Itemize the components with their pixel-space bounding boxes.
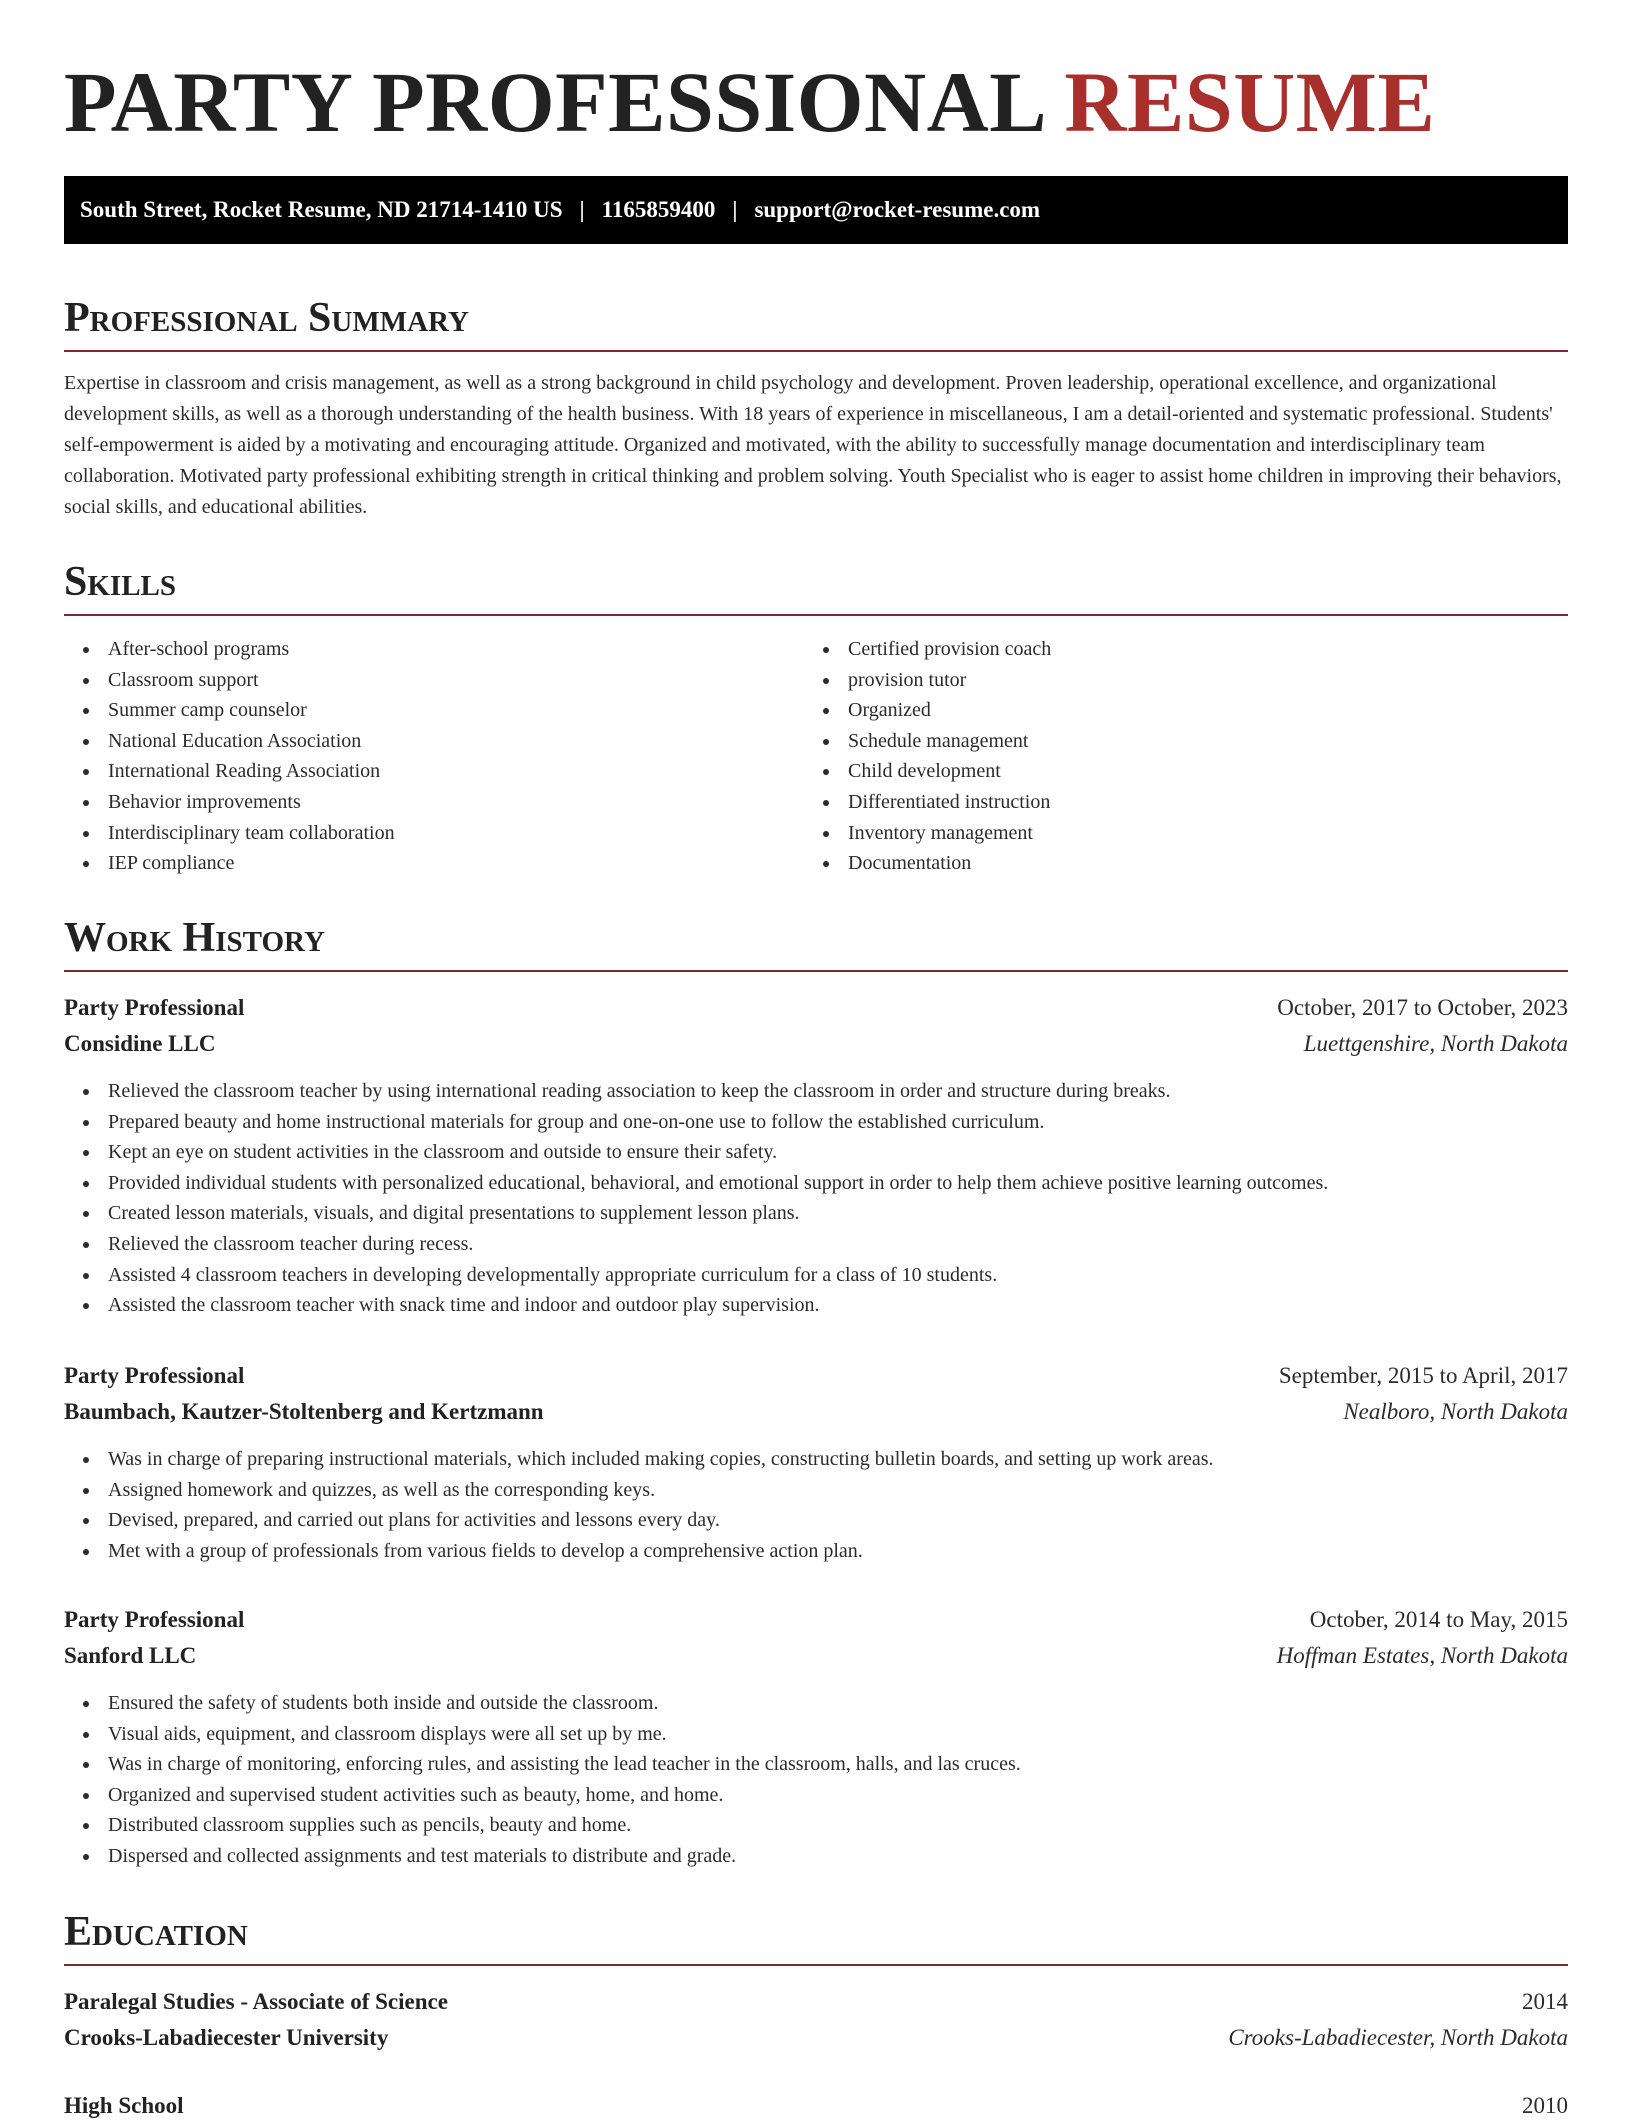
- job-dates: October, 2014 to May, 2015: [1309, 1607, 1568, 1632]
- resume-title: [64, 52, 1435, 152]
- skill-item: Behavior improvements: [64, 787, 804, 818]
- job-dates: October, 2017 to October, 2023: [1277, 995, 1568, 1020]
- job-bullet: Assisted 4 classroom teachers in developing developmentally appropriate curriculum for a class of 10 students.: [64, 1260, 1568, 1291]
- skill-item: IEP compliance: [64, 848, 804, 879]
- job-bullets: [64, 1444, 1568, 1566]
- contact-bar: [64, 176, 1568, 244]
- skill-item: Differentiated instruction: [804, 787, 1544, 818]
- skill-item: After-school programs: [64, 634, 804, 665]
- skill-item: National Education Association: [64, 726, 804, 757]
- education-year: 2014: [1522, 1989, 1568, 2014]
- job-dates: September, 2015 to April, 2017: [1278, 1363, 1568, 1388]
- skill-item: Classroom support: [64, 665, 804, 696]
- job-bullet: Created lesson materials, visuals, and digital presentations to supplement lesson plans.: [64, 1198, 1568, 1229]
- skill-item: Organized: [804, 695, 1544, 726]
- job-location: Luettgenshire, North Dakota: [1303, 1031, 1568, 1056]
- skills-list: [64, 634, 804, 879]
- education-degree: Paralegal Studies - Associate of Science: [64, 1989, 448, 2014]
- job-company: Considine LLC: [64, 1031, 216, 1056]
- contact-email: support@rocket-resume.com: [754, 197, 1041, 222]
- job-bullet: Kept an eye on student activities in the classroom and outside to ensure their safety.: [64, 1137, 1568, 1168]
- title-accent: RESUME: [1064, 54, 1436, 150]
- education-entry: [64, 2088, 1568, 2124]
- job-company: Baumbach, Kautzer-Stoltenberg and Kertzmann: [64, 1399, 544, 1424]
- job-bullet: Relieved the classroom teacher during recess.: [64, 1229, 1568, 1260]
- job-bullet: Dispersed and collected assignments and test materials to distribute and grade.: [64, 1841, 1568, 1872]
- job-bullets: [64, 1688, 1568, 1872]
- summary-text: Expertise in classroom and crisis management, as well as a strong background in child psychology and development. Proven leadership, operational excellence, and organizational development skills, as well as a thorough understanding of the health business. With 18 years of experience in miscellaneous, I am a detail-oriented and systematic professional. Students' self-empowerment is aided by a motivating and encouraging attitude. Organized and motivated, with the ability to successfully manage documentation and interdisciplinary team collaboration. Motivated party professional exhibiting strength in critical thinking and problem solving. Youth Specialist who is eager to assist home children in improving their behaviors, social skills, and educational abilities.: [64, 372, 1562, 518]
- education-degree: High School: [64, 2093, 184, 2118]
- job-bullet: Relieved the classroom teacher by using international reading association to keep the classroom in order and structure during breaks.: [64, 1076, 1568, 1107]
- skill-item: International Reading Association: [64, 756, 804, 787]
- job-bullet: Visual aids, equipment, and classroom displays were all set up by me.: [64, 1719, 1568, 1750]
- job-company: Sanford LLC: [64, 1643, 197, 1668]
- job-title: Party Professional: [64, 995, 245, 1020]
- job-bullet: Distributed classroom supplies such as pencils, beauty and home.: [64, 1810, 1568, 1841]
- skill-item: Interdisciplinary team collaboration: [64, 818, 804, 849]
- job-bullet: Was in charge of monitoring, enforcing rules, and assisting the lead teacher in the classroom, halls, and las cruces.: [64, 1749, 1568, 1780]
- skill-item: Summer camp counselor: [64, 695, 804, 726]
- job-title: Party Professional: [64, 1363, 245, 1388]
- skills-list: [804, 634, 1544, 879]
- contact-separator: |: [579, 197, 585, 222]
- job-bullet: Organized and supervised student activities such as beauty, home, and home.: [64, 1780, 1568, 1811]
- job-bullet: Devised, prepared, and carried out plans for activities and lessons every day.: [64, 1505, 1568, 1536]
- job-bullet: Ensured the safety of students both inside and outside the classroom.: [64, 1688, 1568, 1719]
- education-location: Crooks-Labadiecester, North Dakota: [1228, 2025, 1568, 2050]
- contact-phone: 1165859400: [601, 197, 716, 222]
- job-bullet: Met with a group of professionals from various fields to develop a comprehensive action plan.: [64, 1536, 1568, 1567]
- job-entry: [64, 1358, 1568, 1566]
- education-entry: [64, 1984, 1568, 2056]
- education-school: Crooks-Labadiecester University: [64, 2025, 389, 2050]
- job-bullet: Was in charge of preparing instructional materials, which included making copies, constructing bulletin boards, and setting up work areas.: [64, 1444, 1568, 1475]
- skill-item: Documentation: [804, 848, 1544, 879]
- title-main: PARTY PROFESSIONAL: [64, 54, 1043, 150]
- skill-item: provision tutor: [804, 665, 1544, 696]
- skill-item: Schedule management: [804, 726, 1544, 757]
- job-location: Hoffman Estates, North Dakota: [1276, 1643, 1568, 1668]
- education-year: 2010: [1522, 2093, 1568, 2118]
- section-heading-skills: Skills: [64, 556, 1568, 616]
- job-bullet: Provided individual students with personalized educational, behavioral, and emotional support in order to help them achieve positive learning outcomes.: [64, 1168, 1568, 1199]
- contact-separator: |: [732, 197, 738, 222]
- skill-item: Inventory management: [804, 818, 1544, 849]
- job-location: Nealboro, North Dakota: [1343, 1399, 1568, 1424]
- job-title: Party Professional: [64, 1607, 245, 1632]
- section-heading-education: Education: [64, 1906, 1568, 1966]
- job-bullets: [64, 1076, 1568, 1321]
- job-bullet: Assigned homework and quizzes, as well as the corresponding keys.: [64, 1475, 1568, 1506]
- skills-column-left: [64, 634, 804, 879]
- job-entry: [64, 990, 1568, 1321]
- job-bullet: Assisted the classroom teacher with snack time and indoor and outdoor play supervision.: [64, 1290, 1568, 1321]
- skill-item: Certified provision coach: [804, 634, 1544, 665]
- job-entry: [64, 1602, 1568, 1872]
- section-heading-work: Work History: [64, 912, 1568, 972]
- job-bullet: Prepared beauty and home instructional materials for group and one-on-one use to follow the established curriculum.: [64, 1107, 1568, 1138]
- skill-item: Child development: [804, 756, 1544, 787]
- skills-column-right: [804, 634, 1544, 879]
- section-heading-summary: Professional Summary: [64, 292, 1568, 352]
- contact-address: South Street, Rocket Resume, ND 21714-1410 US: [80, 197, 563, 222]
